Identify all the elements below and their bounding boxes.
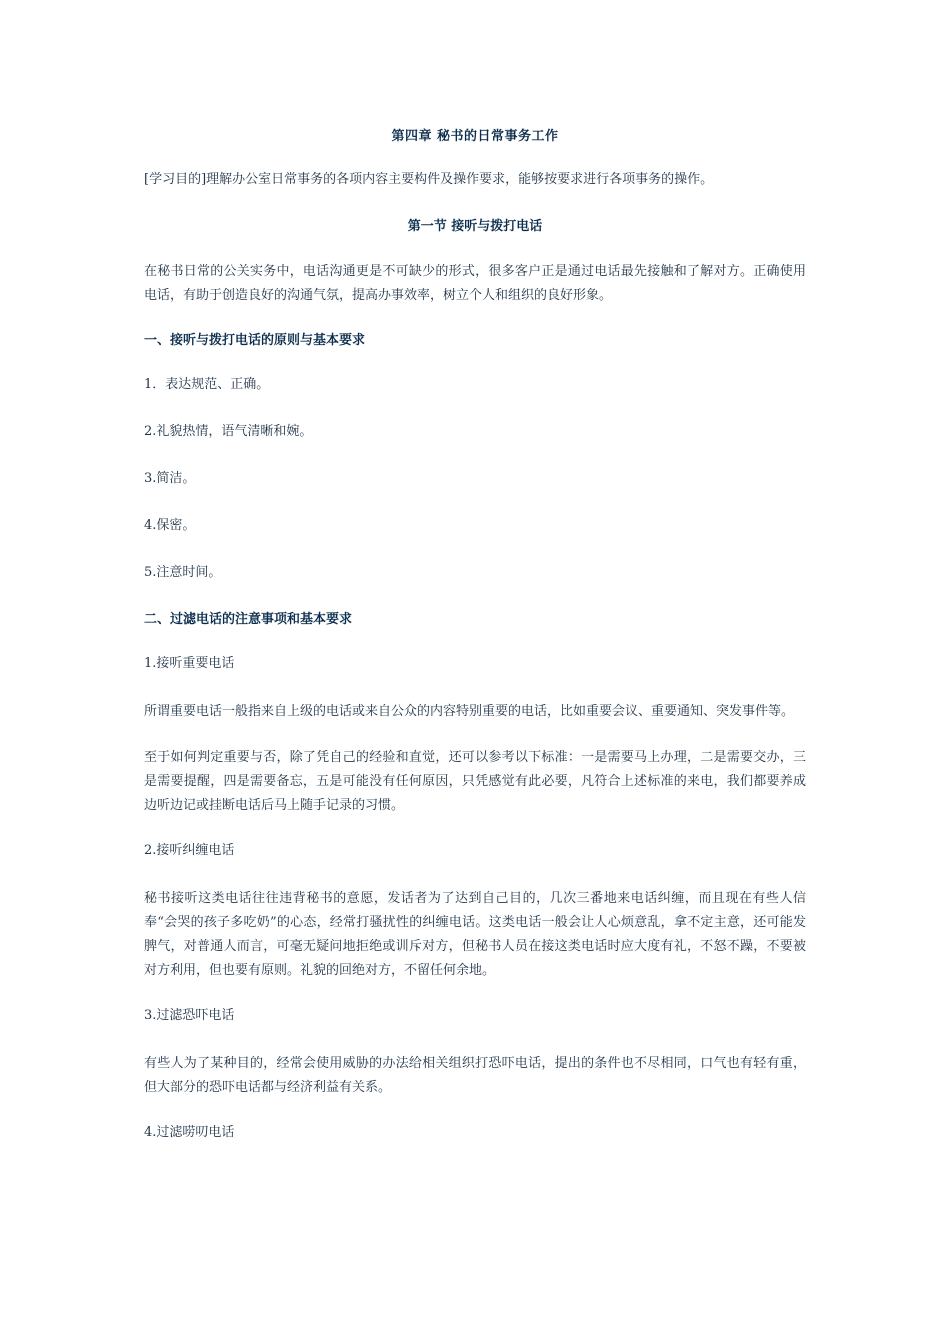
subheading-pestering-calls: 2.接听纠缠电话	[144, 843, 235, 858]
paragraph-important-calls-criteria: 至于如何判定重要与否，除了凭自己的经验和直觉，还可以参考以下标准：一是需要马上办理，二是需要交办，三是需要提醒，四是需要备忘，五是可能没有任何原因，只凭感觉有此必要，凡符合上述标准的来电，我们都要养成边听边记或挂断电话后马上随手记录的习惯。	[144, 750, 806, 813]
principle-item: 5.注意时间。	[144, 565, 222, 580]
heading-principles: 一、接听与拨打电话的原则与基本要求	[144, 333, 366, 348]
chapter-title: 第四章 秘书的日常事务工作	[391, 129, 559, 144]
principle-item: 2.礼貌热情，语气清晰和婉。	[144, 424, 313, 439]
document-body	[144, 126, 806, 1169]
learning-goal: [学习目的]理解办公室日常事务的各项内容主要构件及操作要求，能够按要求进行各项事务的操作。	[144, 172, 714, 187]
principle-item: 4.保密。	[144, 518, 196, 533]
section-title: 第一节 接听与拨打电话	[407, 219, 543, 234]
subheading-nagging-calls: 4.过滤唠叨电话	[144, 1125, 235, 1140]
subheading-important-calls: 1.接听重要电话	[144, 656, 235, 671]
heading-filtering: 二、过滤电话的注意事项和基本要求	[144, 612, 353, 627]
paragraph-threatening-calls: 有些人为了某种目的，经常会使用威胁的办法给相关组织打恐吓电话，提出的条件也不尽相同，口气也有轻有重，但大部分的恐吓电话都与经济利益有关系。	[144, 1056, 806, 1095]
intro-paragraph: 在秘书日常的公关实务中，电话沟通更是不可缺少的形式，很多客户正是通过电话最先接触和了解对方。正确使用电话，有助于创造良好的沟通气氛，提高办事效率，树立个人和组织的良好形象。	[144, 264, 806, 303]
paragraph-pestering-calls: 秘书接听这类电话往往违背秘书的意愿，发话者为了达到自己目的，几次三番地来电话纠缠，而且现在有些人信奉“会哭的孩子多吃奶”的心态，经常打骚扰性的纠缠电话。这类电话一般会让人心烦意乱，拿不定主意，还可能发脾气，对普通人而言，可毫无疑问地拒绝或训斥对方，但秘书人员在接这类电话时应大度有礼，不怒不躁，不要被对方利用，但也要有原则。礼貌的回绝对方，不留任何余地。	[144, 891, 806, 978]
principle-item: 1．表达规范、正确。	[144, 377, 270, 392]
paragraph-important-calls-definition: 所谓重要电话一般指来自上级的电话或来自公众的内容特别重要的电话，比如重要会议、重要通知、突发事件等。	[144, 704, 795, 719]
subheading-threatening-calls: 3.过滤恐吓电话	[144, 1008, 235, 1023]
principle-item: 3.简洁。	[144, 471, 196, 486]
